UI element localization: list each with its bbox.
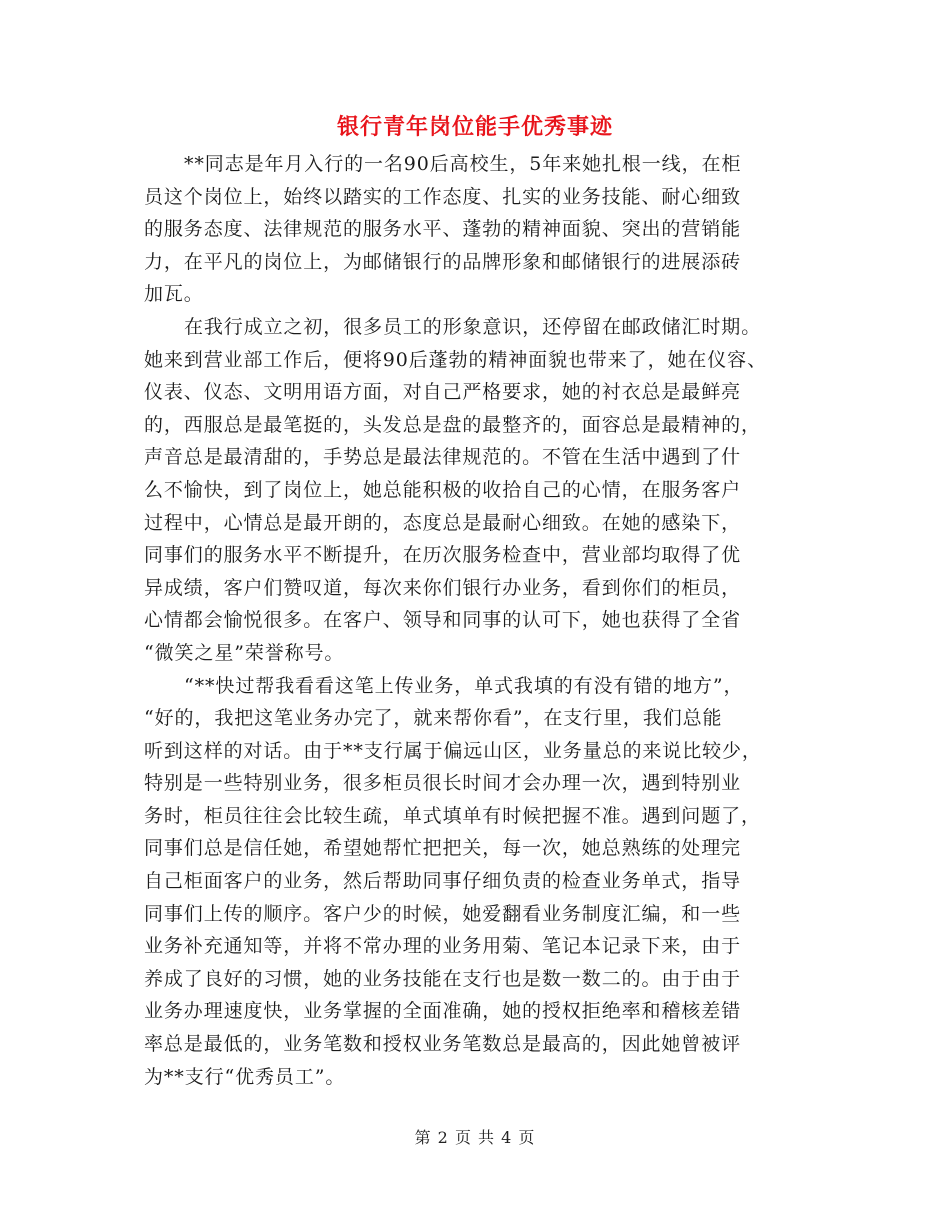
paragraph-3-line-5: 务时，柜员往往会比较生疏，单式填单有时候把握不准。遇到问题了， — [144, 804, 761, 827]
paragraph-3-line-12: 率总是最低的，业务笔数和授权业务笔数总是最高的，因此她曾被评 — [144, 1033, 742, 1056]
paragraph-3-line-2: “好的，我把这笔业务办完了，就来帮你看”，在支行里，我们总能 — [144, 707, 723, 730]
paragraph-2-line-8: 同事们的服务水平不断提升，在历次服务检查中，营业部均取得了优 — [144, 544, 742, 567]
paragraph-3-line-8: 同事们上传的顺序。客户少的时候，她爱翻看业务制度汇编，和一些 — [144, 902, 742, 925]
paragraph-2-line-11: “微笑之星”荣誉称号。 — [144, 641, 345, 664]
paragraph-1-line-2: 员这个岗位上，始终以踏实的工作态度、扎实的业务技能、耐心细致 — [144, 185, 742, 208]
paragraph-2-line-9: 异成绩，客户们赞叹道，每次来你们银行办业务，看到你们的柜员， — [144, 576, 742, 599]
paragraph-1-line-3: 的服务态度、法律规范的服务水平、蓬勃的精神面貌、突出的营销能 — [144, 218, 742, 241]
paragraph-1-line-5: 加瓦。 — [144, 283, 204, 306]
paragraph-2-line-3: 仪表、仪态、文明用语方面，对自己严格要求，她的衬衣总是最鲜亮 — [144, 381, 742, 404]
paragraph-3-line-4: 特别是一些特别业务，很多柜员很长时间才会办理一次，遇到特别业 — [144, 772, 742, 795]
document-body — [144, 148, 824, 1093]
paragraph-3-line-3: 听到这样的对话。由于**支行属于偏远山区，业务量总的来说比较少， — [144, 739, 762, 762]
document-title: 银行青年岗位能手优秀事迹 — [336, 115, 613, 140]
paragraph-3-line-7: 自己柜面客户的业务，然后帮助同事仔细负责的检查业务单式，指导 — [144, 870, 742, 893]
paragraph-2-line-2: 她来到营业部工作后，便将90后蓬勃的精神面貌也带来了，她在仪容、 — [144, 348, 767, 371]
page-number-footer: 第 2 页 共 4 页 — [414, 1128, 536, 1147]
paragraph-3-line-1: “**快过帮我看看这笔上传业务，单式我填的有没有错的地方”， — [184, 674, 744, 697]
paragraph-2-line-6: 么不愉快，到了岗位上，她总能积极的收拾自己的心情，在服务客户 — [144, 478, 742, 501]
paragraph-3-line-13: 为**支行“优秀员工”。 — [144, 1065, 346, 1088]
paragraph-2-line-10: 心情都会愉悦很多。在客户、领导和同事的认可下，她也获得了全省 — [144, 609, 742, 632]
paragraph-2-line-5: 声音总是最清甜的，手势总是最法律规范的。不管在生活中遇到了什 — [144, 446, 742, 469]
paragraph-2-line-7: 过程中，心情总是最开朗的，态度总是最耐心细致。在她的感染下， — [144, 511, 742, 534]
paragraph-3-line-6: 同事们总是信任她，希望她帮忙把把关，每一次，她总熟练的处理完 — [144, 837, 742, 860]
paragraph-2-line-1: 在我行成立之初，很多员工的形象意识，还停留在邮政储汇时期。 — [184, 315, 762, 338]
paragraph-3-line-9: 业务补充通知等，并将不常办理的业务用菊、笔记本记录下来，由于 — [144, 935, 742, 958]
paragraph-1-line-4: 力，在平凡的岗位上，为邮储银行的品牌形象和邮储银行的进展添砖 — [144, 250, 742, 273]
paragraph-3-line-11: 业务办理速度快，业务掌握的全面准确，她的授权拒绝率和稽核差错 — [144, 1000, 742, 1023]
paragraph-3-line-10: 养成了良好的习惯，她的业务技能在支行也是数一数二的。由于由于 — [144, 967, 742, 990]
paragraph-1-line-1: **同志是年月入行的一名90后高校生，5年来她扎根一线，在柜 — [184, 153, 742, 175]
paragraph-2-line-4: 的，西服总是最笔挺的，头发总是盘的最整齐的，面容总是最精神的， — [144, 413, 761, 436]
